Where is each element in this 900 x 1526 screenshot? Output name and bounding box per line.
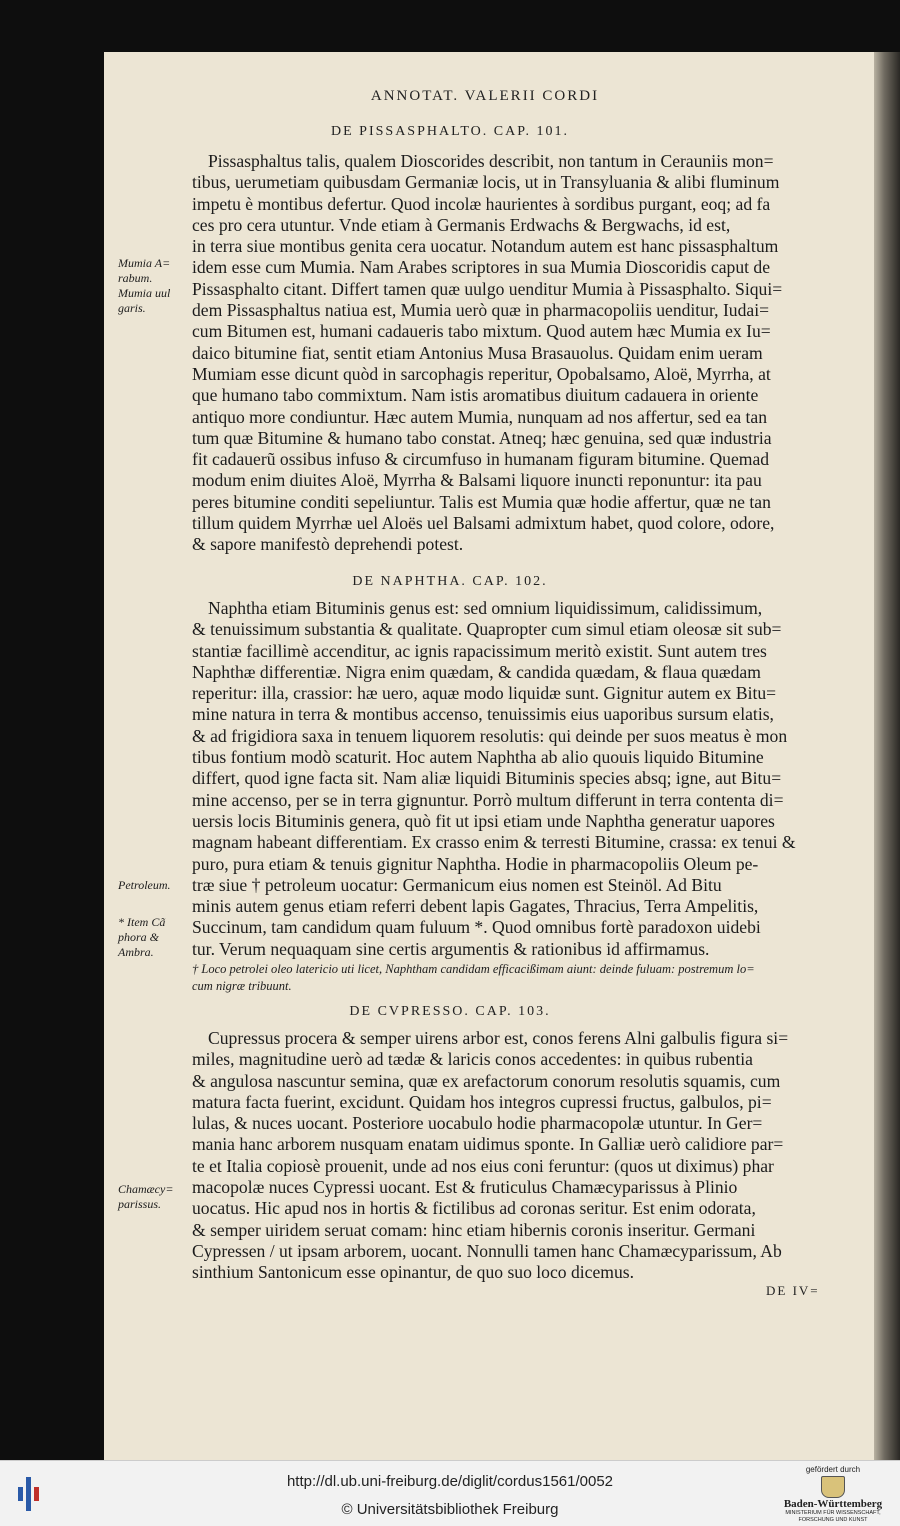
text-line: differt, quod igne facta sit. Nam aliæ liquidi Bituminis species absq; igne, aut Bitu=: [192, 768, 782, 789]
text-line: tibus fontium modò scaturit. Hoc autem Naphtha ab alio quouis liquido Bitumine: [192, 747, 764, 768]
text-line: in terra siue montibus genita cera uocatur. Notandum autem est hanc pissasphaltum: [192, 236, 779, 257]
text-line: uersis locis Bituminis genera, quò fit ut ipsi etiam unde Naphtha generatur uapores: [192, 810, 775, 831]
margin-note-petroleum: [118, 878, 192, 893]
text-line: Cupressus procera & semper uirens arbor est, conos ferens Alni galbulis figura si=: [208, 1028, 789, 1048]
margin-line: parissus.: [118, 1197, 162, 1211]
margin-line: Mumia uul: [118, 286, 171, 300]
text-line: te et Italia copiosè prouenit, unde ad nos eius coni feruntur: (quos ut diximus) phar: [192, 1155, 774, 1176]
text-line: peres bitumine conditi sepeliuntur. Talis est Mumia quæ hodie affertur, quæ ne tan: [192, 491, 771, 512]
text-line: mania hanc arborem nusquam enatam uidimus sponte. In Galliæ uerò calidiore par=: [192, 1134, 784, 1155]
text-line: Pissasphalto citant. Differt tamen quæ uulgo uenditur Mumia à Pissasphalto. Siqui=: [192, 278, 783, 299]
margin-line: Mumia A=: [118, 256, 171, 270]
text-line: minis autem genus etiam referri debent lapis Gagates, Thracius, Terra Ampelitis,: [192, 896, 759, 917]
copyright-notice: © Universitätsbibliothek Freiburg: [341, 1501, 559, 1518]
text-line: antiquo more condiuntur. Hæc autem Mumia, nunquam ad nos affertur, sed ea tan: [192, 406, 768, 427]
text-line: Mumiam esse dicunt quòd in sarcophagis reperitur, Opobalsamo, Aloë, Myrrha, at: [192, 363, 771, 384]
text-line: magnam habeant differentiam. Ex crasso enim & terresti Bitumine, crassa: ex tenui &: [192, 832, 796, 853]
text-line: lulas, & nuces uocant. Posteriore uocabulo hodie pharmacopolæ utuntur. In Ger=: [192, 1113, 763, 1134]
text-line: tur. Verum nequaquam sine certis argumentis & rationibus id affirmamus.: [192, 938, 710, 959]
margin-line: phora &: [118, 930, 160, 944]
text-line: sinthium Santonicum esse opinantur, de quo suo loco dicemus.: [192, 1262, 635, 1283]
text-line: ces pro cera utuntur. Vnde etiam à Germanis Erdwachs & Bergwachs, id est,: [192, 214, 731, 235]
text-line: mine accenso, per se in terra gignuntur. Porrò multum differunt in terra contenta di=: [192, 789, 784, 810]
text-line: & angulosa nascuntur semina, quæ ex arefactorum conorum resolutis squamis, cum: [192, 1070, 781, 1091]
footnote-line: cum nigræ tribuunt.: [192, 979, 292, 993]
sponsor-name: Baden-Württemberg: [783, 1498, 883, 1510]
section-body-naphtha: [192, 598, 852, 960]
text-line: fit cadauerũ ossibus infuso & circumfuso in humanam figuram bitumine. Quemad: [192, 449, 770, 470]
margin-line: rabum.: [118, 271, 153, 285]
section-body-cupresso: [192, 1028, 852, 1284]
text-line: Pissasphaltus talis, qualem Dioscorides describit, non tantum in Cerauniis mon=: [208, 151, 774, 171]
margin-note-succinum: [118, 915, 192, 960]
text-line: tillum quidem Myrrhæ uel Aloës uel Balsami admixtum habet, quod colore, odore,: [192, 513, 775, 534]
footnote-line: † Loco petrolei oleo latericio uti licet, Naphtham candidam efficacißimam aiunt: deinde fuluam: postremum lo=: [192, 962, 755, 976]
margin-note-mumia: [118, 256, 192, 316]
margin-line: Ambra.: [118, 945, 154, 959]
section-heading-naphtha: DE NAPHTHA. CAP. 102.: [352, 574, 548, 589]
text-line: tum quæ Bitumine & humano tabo constat. Atneq; hæc genuina, sed quæ industria: [192, 427, 772, 448]
text-line: matura facta fuerint, excidunt. Quidam hos integros cupressi fructus, galbulos, pi=: [192, 1091, 772, 1112]
text-line: Cypressen / ut ipsam arborem, uocant. Nonnulli tamen hanc Chamæcyparissum, Ab: [192, 1240, 782, 1261]
footnote-petroleum: [192, 961, 852, 995]
section-heading-pissasphalto: DE PISSASPHALTO. CAP. 101.: [331, 124, 569, 139]
text-line: que humano tabo commixtum. Nam istis aromatibus diuitum cadauera in oriente: [192, 385, 759, 406]
sponsor-note: gefördert durch: [805, 1465, 861, 1474]
text-line: macopolæ nuces Cypressi uocant. Est & fruticulus Chamæcyparissus à Plinio: [192, 1177, 738, 1198]
page-gutter: [874, 52, 900, 1460]
text-line: dem Pissasphaltus natiua est, Mumia uerò quæ in pharmacopoliis uenditur, Iudai=: [192, 300, 770, 321]
text-line: Naphtha etiam Bituminis genus est: sed omnium liquidissimum, calidissimum,: [208, 598, 763, 618]
text-line: & sapore manifestò deprehendi potest.: [192, 534, 464, 555]
text-line: mine natura in terra & montibus accenso, tenuissimis eius uaporibus sursum elatis,: [192, 704, 774, 725]
viewer-footer: [0, 1460, 900, 1526]
text-line: træ siue † petroleum uocatur: Germanicum eius nomen est Steinöl. Ad Bitu: [192, 874, 722, 895]
margin-line: Chamæcy=: [118, 1182, 174, 1196]
state-crest-icon: [821, 1476, 845, 1498]
sponsor-ministry: MINISTERIUM FÜR WISSENSCHAFT, FORSCHUNG UND KUNST: [785, 1510, 881, 1523]
text-line: reperitur: illa, crassior: hæ uero, aquæ modo liquidæ sunt. Gignitur autem ex Bitu=: [192, 683, 777, 704]
text-line: & semper uiridem seruat comam: hinc etiam hibernis coronis inseritur. Germani: [192, 1219, 756, 1240]
text-line: miles, magnitudine uerò ad tædæ & laricis conos accedentes: in quibus rubentia: [192, 1049, 753, 1070]
text-line: Succinum, tam candidum quam fuluum *. Quod omnibus fortè paradoxon uidebi: [192, 917, 761, 938]
text-line: Naphthæ differentiæ. Nigra enim quædam, & candida quædam, & flaua quædam: [192, 661, 761, 682]
text-line: uocatus. Hic apud nos in hortis & fictilibus ad coronas seritur. Est enim odorata,: [192, 1198, 756, 1219]
text-line: & ad frigidiora saxa in tenuem liquorem resolutis: qui deinde per suos meatus è mon: [192, 725, 788, 746]
text-line: stantiæ facillimè accenditur, ac ignis rapacissimum meritò existit. Sunt autem tres: [192, 640, 767, 661]
text-line: tibus, uerumetiam quibusdam Germaniæ locis, ut in Transyluania & alibi fluminum: [192, 172, 780, 193]
text-line: impetu è montibus defertur. Quod incolæ haurientes à sordibus purgant, eoq; ad fa: [192, 193, 771, 214]
text-line: daico bitumine fiat, sentit etiam Antonius Musa Brasauolus. Quidam enim ueram: [192, 342, 763, 363]
text-line: idem esse cum Mumia. Nam Arabes scriptores in sua Mumia Dioscoridis caput de: [192, 257, 771, 278]
sponsor-badge: [770, 1465, 896, 1523]
text-line: cum Bitumen est, humani cadaueris tabo mixtum. Quod autem hæc Mumia ex Iu=: [192, 321, 771, 342]
text-line: & tenuissimum substantia & qualitate. Quapropter cum simul etiam oleosæ sit sub=: [192, 619, 782, 640]
margin-line: Petroleum.: [118, 878, 171, 892]
section-body-pissasphalto: [192, 151, 852, 556]
margin-line: * Item Cã: [118, 915, 166, 929]
text-line: modum enim diuites Aloë, Myrrha & Balsami liquore inuncti reponuntur: ita pau: [192, 470, 762, 491]
permalink-url[interactable]: http://dl.ub.uni-freiburg.de/diglit/cordus1561/0052: [286, 1473, 614, 1490]
section-heading-cupresso: DE CVPRESSO. CAP. 103.: [349, 1004, 551, 1019]
margin-line: garis.: [118, 301, 146, 315]
running-head: ANNOTAT. VALERII CORDI: [370, 88, 600, 104]
catchword: DE IV=: [766, 1283, 820, 1298]
text-line: puro, pura etiam & tenuis gignitur Naphtha. Hodie in pharmacopoliis Oleum pe-: [192, 853, 759, 874]
margin-note-chamaecyparissus: [118, 1182, 192, 1212]
